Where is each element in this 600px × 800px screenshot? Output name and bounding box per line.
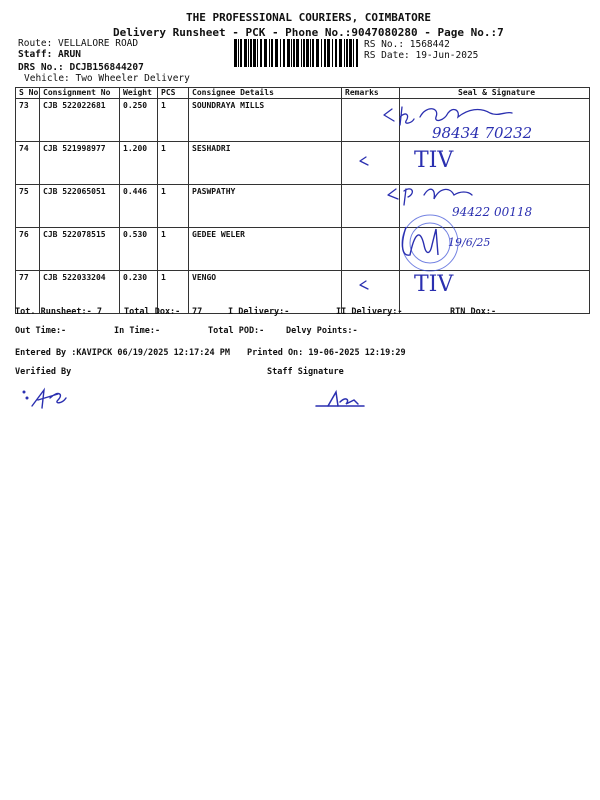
- cell-consignment: CJB 521998977: [40, 142, 120, 185]
- runsheet-subtitle: Delivery Runsheet - PCK - Phone No.:9047080280 - Page No.:7: [113, 26, 504, 39]
- col-pcs-header: PCS: [158, 88, 189, 99]
- out-time: Out Time:-: [15, 326, 67, 336]
- cell-sno: 75: [16, 185, 40, 228]
- total-dox-value: 77: [192, 307, 203, 317]
- handwritten-stamp-date: 19/6/25: [448, 236, 491, 249]
- cell-weight: 0.230: [120, 271, 158, 314]
- barcode-bar: [264, 39, 267, 67]
- cell-consignee: GEDEE WELER: [189, 228, 342, 271]
- barcode-bar: [312, 39, 314, 67]
- route-label: Route: VELLALORE ROAD: [18, 38, 139, 49]
- col-remarks-header: Remarks: [342, 88, 400, 99]
- signature-mark: [400, 107, 414, 125]
- tick-mark: [360, 281, 368, 289]
- barcode-bar: [346, 39, 348, 67]
- staff-label: Staff: ARUN: [18, 49, 81, 60]
- barcode-bar: [283, 39, 285, 67]
- cell-pcs: 1: [158, 99, 189, 142]
- cell-consignment: CJB 522078515: [40, 228, 120, 271]
- barcode-bar: [238, 39, 239, 67]
- handwritten-tiv-1: TIV: [414, 148, 454, 173]
- cell-consignment: CJB 522065051: [40, 185, 120, 228]
- in-time: In Time:-: [114, 326, 161, 336]
- staff-signature-mark: [310, 384, 370, 414]
- verifier-signature: [18, 380, 78, 414]
- cell-consignee: PASWPATHY: [189, 185, 342, 228]
- cell-pcs: 1: [158, 228, 189, 271]
- barcode-bar: [244, 39, 247, 67]
- handwritten-phone-2: 94422 00118: [452, 205, 533, 219]
- total-dox-label: Total Dox:-: [124, 307, 181, 317]
- printed-on: Printed On: 19-06-2025 12:19:29: [247, 348, 406, 358]
- rtn-dox: RTN Dox:-: [450, 307, 497, 317]
- rs-number: RS No.: 1568442: [364, 39, 450, 50]
- barcode-bar: [260, 39, 262, 67]
- barcode-bar: [257, 39, 258, 67]
- col-weight-header: Weight: [120, 88, 158, 99]
- cell-sno: 74: [16, 142, 40, 185]
- barcode-bar: [306, 39, 309, 67]
- cell-weight: 0.530: [120, 228, 158, 271]
- rs-date: RS Date: 19-Jun-2025: [364, 50, 479, 61]
- cell-weight: 0.446: [120, 185, 158, 228]
- verified-by-label: Verified By: [15, 367, 72, 377]
- barcode-bar: [303, 39, 305, 67]
- col-consignment-header: Consignment No: [40, 88, 120, 99]
- barcode-bar: [335, 39, 337, 67]
- cell-pcs: 1: [158, 142, 189, 185]
- delvy-points: Delvy Points:-: [286, 326, 358, 336]
- barcode-bar: [280, 39, 281, 67]
- handwritten-tiv-2: TIV: [414, 272, 454, 297]
- total-pod: Total POD:-: [208, 326, 265, 336]
- signature-mark: [388, 189, 398, 199]
- barcode-bar: [250, 39, 252, 67]
- cell-consignment: CJB 522022681: [40, 99, 120, 142]
- i-delivery: I Delivery:-: [228, 307, 290, 317]
- barcode-bar: [291, 39, 292, 67]
- cell-weight: 1.200: [120, 142, 158, 185]
- barcode-bar: [287, 39, 290, 67]
- signature-mark: [424, 189, 472, 199]
- tot-runsheet: Tot. Runsheet:- 7: [15, 307, 102, 317]
- ii-delivery: II Delivery:-: [336, 307, 403, 317]
- barcode-bar: [353, 39, 354, 67]
- cell-weight: 0.250: [120, 99, 158, 142]
- signature-mark: [420, 109, 512, 121]
- barcode-bar: [301, 39, 302, 67]
- cell-consignee: SESHADRI: [189, 142, 342, 185]
- barcode-bar: [275, 39, 278, 67]
- cell-sno: 76: [16, 228, 40, 271]
- barcode-bar: [321, 39, 322, 67]
- barcode-bar: [271, 39, 273, 67]
- barcode-bar: [356, 39, 358, 67]
- barcode-bar: [344, 39, 345, 67]
- vehicle-label: Vehicle: Two Wheeler Delivery: [24, 73, 190, 84]
- cell-consignee: VENGO: [189, 271, 342, 314]
- seal-stamp-inner: [410, 223, 450, 263]
- col-sno-header: S No: [16, 88, 40, 99]
- barcode-bar: [253, 39, 256, 67]
- barcode-bar: [293, 39, 295, 67]
- col-signature-header: Seal & Signature: [400, 88, 590, 99]
- entered-by: Entered By :KAVIPCK 06/19/2025 12:17:24 PM: [15, 348, 230, 358]
- handwritten-phone-1: 98434 70232: [432, 124, 533, 142]
- signature-mark: [384, 109, 394, 121]
- cell-consignment: CJB 522033204: [40, 271, 120, 314]
- barcode-image: [234, 39, 358, 67]
- barcode-bar: [310, 39, 311, 67]
- drs-number: DRS No.: DCJB156844207: [18, 62, 144, 73]
- cell-consignee: SOUNDRAYA MILLS: [189, 99, 342, 142]
- barcode-bar: [327, 39, 330, 67]
- barcode-bar: [324, 39, 326, 67]
- barcode-bar: [316, 39, 319, 67]
- barcode-bar: [234, 39, 237, 67]
- cell-sno: 73: [16, 99, 40, 142]
- barcode-bar: [269, 39, 270, 67]
- barcode-bar: [248, 39, 249, 67]
- signature-mark: [403, 227, 438, 255]
- company-title: THE PROFESSIONAL COURIERS, COIMBATORE: [186, 11, 432, 24]
- barcode-bar: [240, 39, 242, 67]
- signature-mark: [404, 189, 412, 205]
- barcode-bar: [339, 39, 342, 67]
- staff-signature-label: Staff Signature: [267, 367, 344, 377]
- cell-pcs: 1: [158, 185, 189, 228]
- barcode-bar: [332, 39, 333, 67]
- cell-sno: 77: [16, 271, 40, 314]
- barcode-bar: [296, 39, 299, 67]
- cell-pcs: 1: [158, 271, 189, 314]
- barcode-bar: [349, 39, 352, 67]
- col-consignee-header: Consignee Details: [189, 88, 342, 99]
- tick-mark: [360, 157, 368, 165]
